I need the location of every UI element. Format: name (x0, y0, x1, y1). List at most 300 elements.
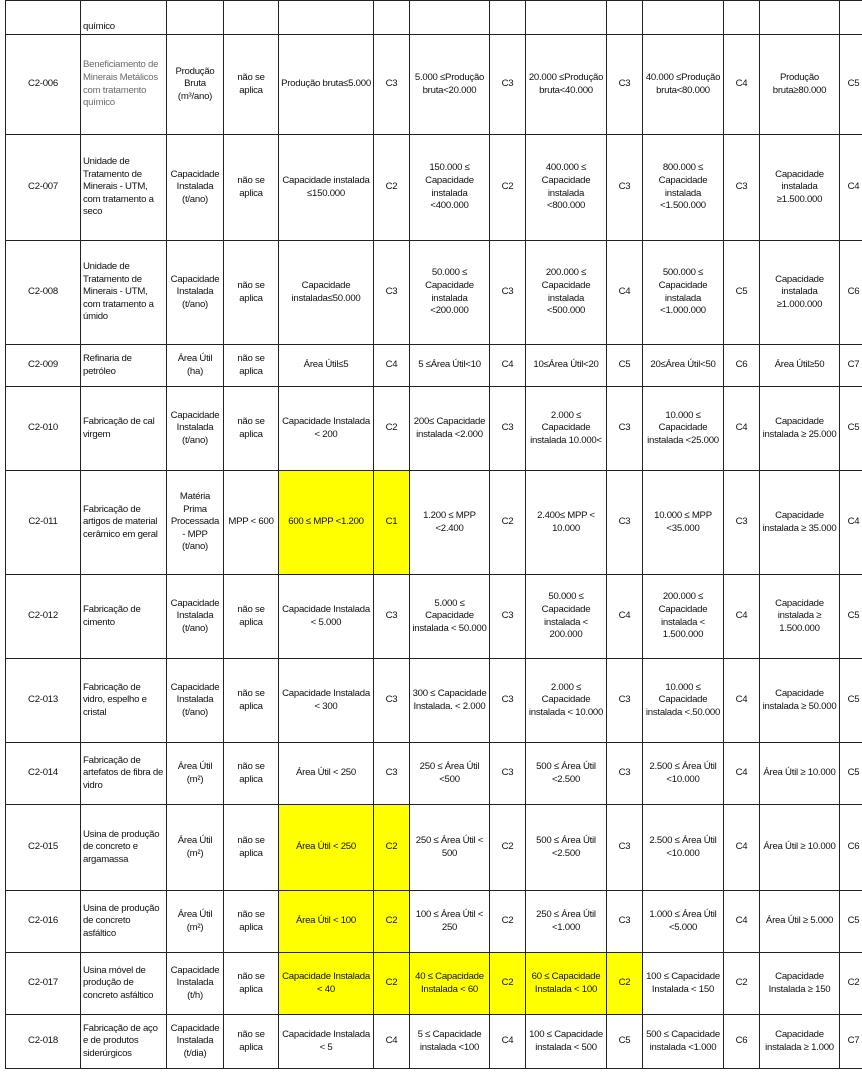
range-5: Área Útil ≥ 10.000 (763, 841, 836, 853)
row-code-cell (6, 345, 81, 387)
class-3: C3 (618, 841, 631, 853)
activity-name: Usina de produção de concreto e argamassa (83, 828, 160, 865)
range-4: 20≤Área Útil<50 (650, 359, 716, 371)
range-5: Área Útil≥50 (774, 359, 825, 371)
row-code-cell (6, 135, 81, 241)
class-5-cell (840, 35, 862, 135)
range-2: 250 ≤ Área Útil <500 (419, 760, 480, 785)
class-4-cell (724, 805, 760, 891)
range-5: Capacidade instalada ≥ 50.000 (762, 687, 837, 712)
range-2: 5.000 ≤Produção bruta<20.000 (414, 71, 485, 96)
class-1-cell (374, 1015, 410, 1069)
range-4-cell (643, 659, 724, 743)
class-4-cell (724, 575, 760, 659)
class-5: C7 (847, 359, 860, 371)
table-row (6, 575, 862, 659)
class-3-cell (607, 35, 643, 135)
class-1: C4 (385, 359, 398, 371)
class-4: C6 (735, 1035, 748, 1047)
range-1-cell (279, 35, 374, 135)
range-2-cell (410, 891, 490, 953)
class-3-cell (607, 805, 643, 891)
class-2-cell (490, 1, 526, 35)
size-parameter-cell (167, 575, 224, 659)
class-2: C3 (501, 694, 514, 706)
class-4: C4 (735, 422, 748, 434)
class-4-cell (724, 35, 760, 135)
class-2: C2 (501, 915, 514, 927)
range-5-cell (760, 1015, 840, 1069)
range-5: Capacidade instalada ≥ 35.000 (762, 509, 837, 534)
row-code-cell (6, 659, 81, 743)
range-5-cell (760, 471, 840, 575)
row-code: C2-013 (28, 694, 58, 706)
activity-name-cell (81, 743, 167, 805)
range-3-cell (526, 1015, 607, 1069)
range-5-cell (760, 659, 840, 743)
activity-name: Fabricação de cimento (83, 603, 141, 628)
class-4: C4 (735, 694, 748, 706)
class-2-cell (490, 345, 526, 387)
class-5-cell (840, 241, 862, 345)
class-4: C6 (735, 359, 748, 371)
range-1-cell (279, 241, 374, 345)
range-5-cell (760, 135, 840, 241)
not-applicable-cell (224, 805, 279, 891)
activity-name-cell (81, 1, 167, 35)
class-2: C3 (501, 422, 514, 434)
row-code: C2-007 (28, 181, 58, 193)
size-parameter: Capacidade Instalada (t/ano) (170, 273, 220, 310)
range-1-cell (279, 575, 374, 659)
range-5: Capacidade instalada ≥1.500.000 (775, 168, 824, 205)
not-applicable-cell (224, 387, 279, 471)
range-1: Capacidade Instalada < 40 (282, 970, 370, 995)
range-3-cell (526, 345, 607, 387)
class-5-cell (840, 387, 862, 471)
class-3: C5 (618, 359, 631, 371)
row-code: C2-018 (28, 1035, 58, 1047)
range-2-cell (410, 387, 490, 471)
range-2-cell (410, 805, 490, 891)
range-5: Capacidade Instalada ≥ 150 (768, 970, 831, 995)
class-5-cell (840, 575, 862, 659)
range-2: 5.000 ≤ Capacidade instalada < 50.000 (412, 597, 487, 634)
class-3-cell (607, 743, 643, 805)
activity-name: Usina móvel de produção de concreto asfáltico (83, 964, 154, 1001)
size-parameter: Capacidade Instalada (t/ano) (170, 681, 220, 718)
range-2-cell (410, 575, 490, 659)
class-2-cell (490, 471, 526, 575)
class-1: C3 (385, 694, 398, 706)
class-1-cell (374, 345, 410, 387)
range-2: 5 ≤Área Útil<10 (418, 359, 481, 371)
size-parameter-cell (167, 471, 224, 575)
range-4: 500 ≤ Capacidade instalada <1.000 (646, 1028, 720, 1053)
table-row (6, 743, 862, 805)
range-2: 50.000 ≤ Capacidade instalada <200.000 (425, 267, 474, 317)
class-4-cell (724, 953, 760, 1015)
row-code: C2-008 (28, 286, 58, 298)
row-code: C2-009 (28, 359, 58, 371)
range-3: 250 ≤ Área Útil <1.000 (536, 908, 596, 933)
class-5: C6 (847, 841, 860, 853)
class-5: C4 (847, 516, 860, 528)
class-4-cell (724, 743, 760, 805)
not-applicable: não se aplica (237, 760, 265, 785)
row-code: C2-015 (28, 841, 58, 853)
row-code-cell (6, 1015, 81, 1069)
not-applicable: não se aplica (237, 415, 265, 440)
class-5-cell (840, 953, 862, 1015)
activity-name-cell (81, 387, 167, 471)
not-applicable-cell (224, 345, 279, 387)
range-3-cell (526, 471, 607, 575)
row-code-cell (6, 387, 81, 471)
class-2-cell (490, 135, 526, 241)
range-3-cell (526, 891, 607, 953)
class-1-cell (374, 575, 410, 659)
size-parameter-cell (167, 241, 224, 345)
class-1-cell (374, 953, 410, 1015)
class-5: C6 (847, 286, 860, 298)
class-4: C5 (735, 286, 748, 298)
class-1: C2 (385, 422, 398, 434)
class-1: C2 (385, 181, 398, 193)
not-applicable: não se aplica (237, 1028, 265, 1053)
class-1-cell (374, 241, 410, 345)
size-parameter-cell (167, 387, 224, 471)
range-4-cell (643, 743, 724, 805)
range-3: 50.000 ≤ Capacidade instalada < 200.000 (541, 591, 591, 641)
size-parameter-cell (167, 135, 224, 241)
class-3-cell (607, 135, 643, 241)
class-3: C3 (618, 694, 631, 706)
activity-name-cell (81, 471, 167, 575)
class-5: C4 (847, 181, 860, 193)
row-code-cell (6, 471, 81, 575)
range-1: Área Útil < 250 (296, 841, 356, 853)
activity-name: Unidade de Tratamento de Minerais - UTM, com tratamento a seco (83, 155, 154, 218)
range-3-cell (526, 805, 607, 891)
activity-name-cell (81, 135, 167, 241)
class-4: C3 (735, 516, 748, 528)
not-applicable-cell (224, 575, 279, 659)
row-code-cell (6, 953, 81, 1015)
not-applicable: não se aplica (237, 352, 265, 377)
classification-table (5, 0, 862, 1069)
class-2-cell (490, 387, 526, 471)
class-3-cell (607, 953, 643, 1015)
activity-name-cell (81, 1015, 167, 1069)
activity-name-cell (81, 345, 167, 387)
size-parameter: Área Útil (m²) (177, 760, 213, 785)
activity-name: Usina de produção de concreto asfáltico (83, 902, 160, 939)
class-2-cell (490, 35, 526, 135)
class-1-cell (374, 743, 410, 805)
range-3: 2.000 ≤ Capacidade instalada < 10.000 (528, 681, 604, 718)
range-1-cell (279, 471, 374, 575)
range-4: 2.500 ≤ Área Útil <10.000 (649, 834, 717, 859)
class-3-cell (607, 1015, 643, 1069)
table-row (6, 1, 862, 35)
row-code: C2-014 (28, 767, 58, 779)
activity-name-cell (81, 805, 167, 891)
range-5-cell (760, 345, 840, 387)
not-applicable: não se aplica (237, 687, 265, 712)
range-5-cell (760, 1, 840, 35)
size-parameter: Capacidade Instalada (t/ano) (170, 168, 220, 205)
class-5: C5 (847, 767, 860, 779)
range-1-cell (279, 135, 374, 241)
not-applicable: não se aplica (237, 279, 265, 304)
activity-name: Fabricação de artigos de material cerâmico em geral (83, 503, 158, 540)
range-4-cell (643, 1, 724, 35)
range-5: Capacidade instalada ≥1.000.000 (775, 273, 824, 310)
class-4: C4 (735, 767, 748, 779)
range-3: 100 ≤ Capacidade instalada < 500 (529, 1028, 603, 1053)
class-1: C3 (385, 78, 398, 90)
class-3: C4 (618, 286, 631, 298)
not-applicable: não se aplica (237, 71, 265, 96)
class-3: C4 (618, 610, 631, 622)
class-1: C3 (385, 610, 398, 622)
class-1-cell (374, 35, 410, 135)
range-2-cell (410, 241, 490, 345)
activity-name: Beneficiamento de Minerais Metálicos com tratamento químico (83, 59, 159, 109)
range-3: 20.000 ≤Produção bruta<40.000 (528, 71, 604, 96)
range-4: 2.500 ≤ Área Útil <10.000 (649, 760, 717, 785)
class-1-cell (374, 471, 410, 575)
table-row (6, 35, 862, 135)
range-4: 1.000 ≤ Área Útil <5.000 (649, 908, 717, 933)
class-2-cell (490, 953, 526, 1015)
range-1: Capacidade instalada≤50.000 (291, 279, 361, 304)
range-2: 40 ≤ Capacidade Instalada < 60 (415, 970, 484, 995)
range-5-cell (760, 35, 840, 135)
range-5: Produção bruta≥80.000 (772, 71, 827, 96)
size-parameter-cell (167, 805, 224, 891)
activity-name: Fabricação de cal virgem (83, 415, 155, 440)
table-row (6, 345, 862, 387)
size-parameter: Capacidade Instalada (t/h) (170, 964, 220, 1001)
activity-name-cell (81, 35, 167, 135)
range-1: Capacidade Instalada < 300 (282, 687, 370, 712)
range-4-cell (643, 345, 724, 387)
activity-name-cell (81, 659, 167, 743)
table-row (6, 471, 862, 575)
not-applicable-cell (224, 471, 279, 575)
range-1: Área Útil < 250 (296, 767, 356, 779)
class-3: C3 (618, 767, 631, 779)
range-5-cell (760, 953, 840, 1015)
range-4-cell (643, 135, 724, 241)
activity-name: Fabricação de aço e de produtos siderúrgicos (83, 1022, 158, 1059)
class-3: C3 (618, 78, 631, 90)
range-1-cell (279, 659, 374, 743)
range-4-cell (643, 805, 724, 891)
class-3-cell (607, 387, 643, 471)
range-2: 250 ≤ Área Útil < 500 (415, 834, 484, 859)
range-2-cell (410, 471, 490, 575)
size-parameter: Matéria Prima Processada - MPP (t/ano) (170, 490, 220, 553)
class-4-cell (724, 1015, 760, 1069)
class-4-cell (724, 387, 760, 471)
class-1: C2 (385, 977, 398, 989)
class-3-cell (607, 345, 643, 387)
range-4: 40.000 ≤Produção bruta<80.000 (645, 71, 721, 96)
row-code-cell (6, 1, 81, 35)
range-5-cell (760, 743, 840, 805)
class-3: C3 (618, 181, 631, 193)
range-5-cell (760, 891, 840, 953)
range-4-cell (643, 891, 724, 953)
class-4: C4 (735, 915, 748, 927)
not-applicable-cell (224, 1015, 279, 1069)
range-2: 5 ≤ Capacidade instalada <100 (417, 1028, 482, 1053)
not-applicable: MPP < 600 (228, 516, 274, 528)
not-applicable-cell (224, 35, 279, 135)
range-1-cell (279, 891, 374, 953)
size-parameter: Capacidade Instalada (t/ano) (170, 409, 220, 446)
range-4-cell (643, 953, 724, 1015)
class-3: C5 (618, 1035, 631, 1047)
range-1: Capacidade instalada ≤150.000 (282, 174, 370, 199)
activity-name: Fabricação de vidro, espelho e cristal (83, 681, 147, 718)
class-3-cell (607, 1, 643, 35)
range-4-cell (643, 575, 724, 659)
range-3-cell (526, 387, 607, 471)
not-applicable: não se aplica (237, 603, 265, 628)
range-2-cell (410, 345, 490, 387)
not-applicable-cell (224, 891, 279, 953)
class-4: C4 (735, 610, 748, 622)
not-applicable-cell (224, 241, 279, 345)
table-row (6, 953, 862, 1015)
not-applicable-cell (224, 953, 279, 1015)
class-3-cell (607, 241, 643, 345)
class-2: C4 (501, 1035, 514, 1047)
class-3-cell (607, 575, 643, 659)
range-2-cell (410, 953, 490, 1015)
class-1: C3 (385, 286, 398, 298)
class-4-cell (724, 135, 760, 241)
class-2-cell (490, 743, 526, 805)
class-5: C5 (847, 915, 860, 927)
range-1: Capacidade Instalada < 5.000 (282, 603, 370, 628)
range-4: 10.000 ≤ MPP <35.000 (654, 509, 712, 534)
class-4: C2 (735, 977, 748, 989)
range-4-cell (643, 471, 724, 575)
class-1-cell (374, 805, 410, 891)
range-4: 10.000 ≤ Capacidade instalada <.50.000 (645, 681, 721, 718)
range-2-cell (410, 35, 490, 135)
not-applicable: não se aplica (237, 174, 265, 199)
range-1-cell (279, 1, 374, 35)
range-5-cell (760, 805, 840, 891)
range-2-cell (410, 659, 490, 743)
range-3-cell (526, 135, 607, 241)
range-1-cell (279, 805, 374, 891)
size-parameter: Capacidade Instalada (t/ano) (170, 597, 220, 634)
class-3: C3 (618, 915, 631, 927)
table-row (6, 135, 862, 241)
class-3-cell (607, 659, 643, 743)
size-parameter: Área Útil (m²) (177, 908, 213, 933)
class-5-cell (840, 1015, 862, 1069)
class-2: C3 (501, 767, 514, 779)
class-5: C5 (847, 694, 860, 706)
class-5-cell (840, 743, 862, 805)
range-5: Área Útil ≥ 10.000 (763, 767, 836, 779)
class-4-cell (724, 1, 760, 35)
activity-name: Refinaria de petróleo (83, 352, 132, 377)
size-parameter: Área Útil (m²) (177, 834, 213, 859)
range-2: 1.200 ≤ MPP <2.400 (423, 509, 476, 534)
range-4-cell (643, 35, 724, 135)
class-3: C2 (618, 977, 631, 989)
range-4-cell (643, 387, 724, 471)
table-row (6, 805, 862, 891)
row-code: C2-012 (28, 610, 58, 622)
class-3-cell (607, 471, 643, 575)
range-3-cell (526, 953, 607, 1015)
class-5-cell (840, 345, 862, 387)
row-code: C2-016 (28, 915, 58, 927)
class-2: C3 (501, 78, 514, 90)
range-1-cell (279, 743, 374, 805)
range-3-cell (526, 659, 607, 743)
range-3: 60 ≤ Capacidade Instalada < 100 (531, 970, 601, 995)
range-5: Capacidade instalada ≥ 1.000 (765, 1028, 834, 1053)
range-4: 200.000 ≤ Capacidade instalada < 1.500.000 (658, 591, 708, 641)
table-body (6, 1, 862, 1069)
class-2: C2 (501, 516, 514, 528)
class-4-cell (724, 471, 760, 575)
range-2-cell (410, 1015, 490, 1069)
range-1: Produção bruta≤5.000 (281, 78, 371, 90)
not-applicable: não se aplica (237, 834, 265, 859)
range-2-cell (410, 743, 490, 805)
size-parameter-cell (167, 1, 224, 35)
range-1: Área Útil≤5 (303, 359, 349, 371)
not-applicable-cell (224, 135, 279, 241)
size-parameter: Produção Bruta (m³/ano) (175, 65, 215, 102)
class-1: C1 (385, 516, 398, 528)
row-code: C2-011 (28, 516, 58, 528)
class-1-cell (374, 659, 410, 743)
range-1: Capacidade Instalada < 5 (282, 1028, 370, 1053)
class-2-cell (490, 805, 526, 891)
range-4: 500.000 ≤ Capacidade instalada <1.000.000 (658, 267, 708, 317)
class-5-cell (840, 891, 862, 953)
range-4: 800.000 ≤ Capacidade instalada <1.500.000 (658, 162, 708, 212)
row-code-cell (6, 241, 81, 345)
range-3: 500 ≤ Área Útil <2.500 (536, 760, 596, 785)
table-row (6, 241, 862, 345)
not-applicable-cell (224, 743, 279, 805)
range-5: Área Útil ≥ 5.000 (765, 915, 834, 927)
class-1: C2 (385, 841, 398, 853)
size-parameter: Área Útil (ha) (177, 352, 213, 377)
range-3-cell (526, 241, 607, 345)
class-5-cell (840, 135, 862, 241)
class-4-cell (724, 659, 760, 743)
row-code: C2-006 (28, 78, 58, 90)
class-5: C7 (847, 1035, 860, 1047)
class-1-cell (374, 387, 410, 471)
class-3: C3 (618, 516, 631, 528)
